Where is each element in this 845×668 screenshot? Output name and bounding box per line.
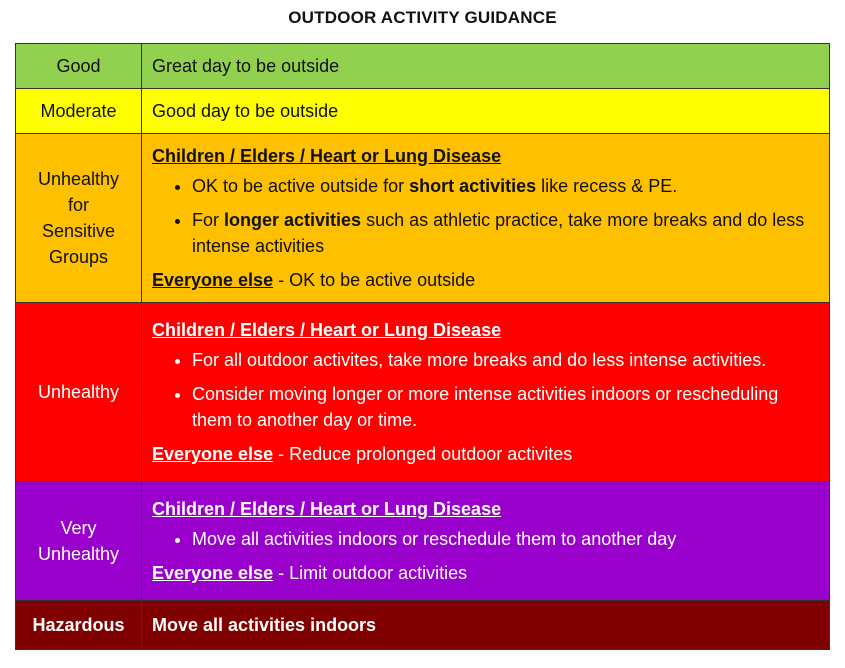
guidance-cell-good: Great day to be outside (142, 44, 830, 89)
everyone-else-label: Everyone else (152, 444, 274, 464)
bullet-text: For (192, 210, 225, 230)
bullet-emphasis: longer activities (224, 210, 362, 230)
everyone-else-line (152, 560, 819, 586)
level-cell-good: Good (16, 44, 142, 89)
guidance-list (152, 173, 819, 259)
table-row-sensitive-groups (16, 134, 830, 303)
list-item (192, 207, 819, 259)
level-cell-unhealthy: Unhealthy (16, 303, 142, 482)
everyone-else-label: Everyone else (152, 270, 274, 290)
level-line: Very (60, 518, 97, 538)
level-line: Sensitive (41, 221, 116, 241)
level-cell-hazardous: Hazardous (16, 601, 142, 650)
everyone-else-text: - Limit outdoor activities (273, 563, 468, 583)
level-line: for (67, 195, 89, 215)
bullet-text: OK to be active outside for (192, 176, 410, 196)
level-cell-sensitive-groups (16, 134, 142, 303)
table-row-unhealthy (16, 303, 830, 482)
bullet-text: such as athletic practice, take more breaks and do less intense activities (192, 210, 805, 256)
everyone-else-line (152, 267, 819, 293)
table-row-moderate (16, 89, 830, 134)
list-item: • Consider moving longer or more intense activities indoors or rescheduling them to another day or time. (192, 381, 819, 433)
guidance-cell-unhealthy (142, 303, 830, 482)
guidance-list (152, 347, 819, 433)
level-line: Groups (48, 247, 109, 267)
everyone-else-text: - OK to be active outside (273, 270, 476, 290)
list-item: • For all outdoor activites, take more breaks and do less intense activities. (192, 347, 819, 373)
table-row-hazardous (16, 601, 830, 650)
guidance-cell-moderate: Good day to be outside (142, 89, 830, 134)
level-line: Unhealthy (37, 544, 120, 564)
level-line: Unhealthy (37, 169, 120, 189)
bullet-emphasis: short activities (409, 176, 537, 196)
bullet-text: like recess & PE. (536, 176, 678, 196)
table-row-very-unhealthy (16, 482, 830, 601)
page-title: OUTDOOR ACTIVITY GUIDANCE (288, 8, 557, 27)
group-heading: Children / Elders / Heart or Lung Disease (152, 320, 502, 340)
level-cell-moderate: Moderate (16, 89, 142, 134)
level-cell-very-unhealthy (16, 482, 142, 601)
guidance-cell-very-unhealthy (142, 482, 830, 601)
table-row-good (16, 44, 830, 89)
list-item: • Move all activities indoors or reschedule them to another day (192, 526, 819, 552)
everyone-else-text: - Reduce prolonged outdoor activites (273, 444, 573, 464)
group-heading: Children / Elders / Heart or Lung Disease (152, 146, 502, 166)
guidance-list (152, 526, 819, 552)
list-item (192, 173, 819, 199)
guidance-cell-hazardous: Move all activities indoors (142, 601, 830, 650)
guidance-cell-sensitive-groups (142, 134, 830, 303)
guidance-table (15, 43, 830, 650)
everyone-else-line (152, 441, 819, 467)
group-heading: Children / Elders / Heart or Lung Disease (152, 499, 502, 519)
everyone-else-label: Everyone else (152, 563, 274, 583)
